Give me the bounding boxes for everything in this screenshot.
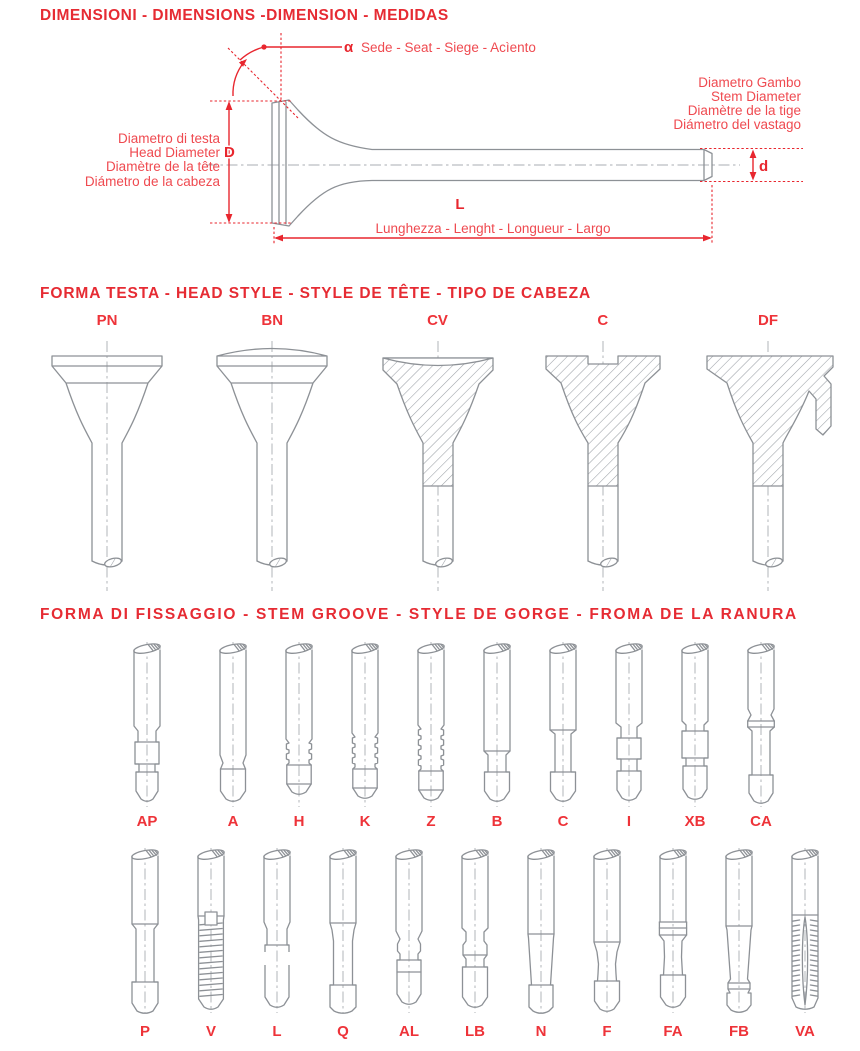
stem-groove-drawing-FA — [640, 842, 706, 1020]
valve-head-drawing-CV — [363, 336, 513, 598]
section-title-stem-grooves: FORMA DI FISSAGGIO - STEM GROOVE - STYLE DE GORGE - FROMA DE LA RANURA — [40, 606, 798, 623]
stem-groove-V — [178, 842, 244, 1040]
stem-groove-L — [244, 842, 310, 1040]
alpha-dimension-letter: α — [344, 39, 354, 56]
stem-groove-label: LB — [465, 1023, 485, 1040]
head-style-C — [528, 312, 678, 598]
dimension-annotations — [210, 33, 803, 244]
stem-diameter-label-line: Diámetro del vastago — [673, 117, 801, 132]
stem-groove-drawing-AL — [376, 842, 442, 1020]
stem-groove-label: XB — [684, 813, 706, 830]
length-letter: L — [455, 196, 465, 213]
stem-diameter-label-line: Diametro Gambo — [698, 75, 801, 90]
stem-groove-label: AL — [399, 1023, 419, 1040]
stem-groove-label: CA — [750, 813, 772, 830]
stem-groove-A — [200, 640, 266, 830]
stem-groove-AP — [114, 640, 180, 830]
stem-groove-drawing-VA — [772, 842, 838, 1020]
stem-diameter-letter: d — [759, 158, 769, 175]
head-diameter-label-line: Diamètre de la tête — [105, 159, 220, 174]
stem-groove-label: L — [272, 1023, 282, 1040]
stem-groove-label: Z — [426, 813, 436, 830]
stem-groove-drawing-N — [508, 842, 574, 1020]
stem-groove-N — [508, 842, 574, 1040]
stem-groove-drawing-F — [574, 842, 640, 1020]
stem-groove-drawing-H — [266, 640, 332, 810]
stem-groove-label: C — [557, 813, 569, 830]
stem-groove-drawing-A — [200, 640, 266, 810]
stem-groove-VA — [772, 842, 838, 1040]
stem-groove-drawing-Z — [398, 640, 464, 810]
stem-groove-label: P — [139, 1023, 150, 1040]
stem-groove-label: VA — [795, 1023, 815, 1040]
stem-groove-P — [112, 842, 178, 1040]
stem-groove-label: AP — [136, 813, 158, 830]
section-title-dimensions: DIMENSIONI - DIMENSIONS -DIMENSION - MEDIDAS — [40, 7, 449, 24]
stem-groove-label: Q — [337, 1023, 349, 1040]
stem-groove-XB — [662, 640, 728, 830]
stem-groove-label: V — [205, 1023, 216, 1040]
head-diameter-label-line: Diámetro de la cabeza — [84, 174, 220, 189]
valve-head-drawing-C — [528, 336, 678, 598]
stem-groove-B — [464, 640, 530, 830]
head-style-BN — [197, 312, 347, 598]
stem-groove-LB — [442, 842, 508, 1040]
head-style-label: DF — [758, 312, 778, 329]
stem-groove-drawing-FB — [706, 842, 772, 1020]
stem-groove-drawing-XB — [662, 640, 728, 810]
stem-groove-H — [266, 640, 332, 830]
stem-groove-CA — [728, 640, 794, 830]
stem-groove-drawing-I — [596, 640, 662, 810]
head-styles-row — [32, 312, 843, 598]
head-diameter-label-line: Head Diameter — [129, 145, 220, 160]
stem-groove-drawing-LB — [442, 842, 508, 1020]
stem-diameter-label-line: Stem Diameter — [710, 89, 801, 104]
stem-groove-F — [574, 842, 640, 1040]
stem-diameter-label-line: Diamètre de la tige — [687, 103, 801, 118]
head-diameter-letter: D — [224, 144, 235, 161]
stem-groove-label: N — [535, 1023, 547, 1040]
stem-groove-drawing-AP — [114, 640, 180, 810]
stem-groove-row-2 — [112, 842, 834, 1040]
stem-groove-row-1 — [114, 640, 794, 830]
stem-groove-C — [530, 640, 596, 830]
stem-groove-label: K — [359, 813, 371, 830]
valve-head-drawing-DF — [693, 336, 843, 598]
head-diameter-label-line: Diametro di testa — [117, 131, 220, 146]
stem-groove-K — [332, 640, 398, 830]
stem-groove-label: A — [227, 813, 239, 830]
stem-groove-drawing-K — [332, 640, 398, 810]
head-style-PN — [32, 312, 182, 598]
section-title-head-styles: FORMA TESTA - HEAD STYLE - STYLE DE TÊTE - TIPO DE CABEZA — [40, 285, 592, 302]
valve-head-drawing-PN — [32, 336, 182, 598]
stem-groove-I — [596, 640, 662, 830]
head-style-DF — [693, 312, 843, 598]
valve-outline — [272, 100, 712, 226]
stem-groove-label: FA — [663, 1023, 683, 1040]
stem-groove-label: B — [491, 813, 503, 830]
stem-groove-drawing-Q — [310, 842, 376, 1020]
stem-groove-FA — [640, 842, 706, 1040]
stem-groove-label: I — [626, 813, 632, 830]
stem-groove-drawing-V — [178, 842, 244, 1020]
head-style-label: PN — [96, 312, 118, 329]
stem-groove-label: FB — [729, 1023, 749, 1040]
stem-groove-FB — [706, 842, 772, 1040]
stem-groove-Z — [398, 640, 464, 830]
stem-groove-label: F — [602, 1023, 612, 1040]
length-label: Lunghezza - Lenght - Longueur - Largo — [375, 221, 611, 236]
seat-label: Sede - Seat - Siege - Acìento — [361, 40, 536, 55]
valve-head-drawing-BN — [197, 336, 347, 598]
head-style-label: C — [597, 312, 609, 329]
stem-groove-AL — [376, 842, 442, 1040]
stem-groove-drawing-CA — [728, 640, 794, 810]
head-style-CV — [363, 312, 513, 598]
stem-groove-label: H — [293, 813, 305, 830]
stem-groove-drawing-L — [244, 842, 310, 1020]
head-style-label: BN — [261, 312, 284, 329]
valve-dimensions-diagram — [0, 30, 860, 270]
stem-groove-drawing-C — [530, 640, 596, 810]
stem-groove-drawing-P — [112, 842, 178, 1020]
head-style-label: CV — [427, 312, 448, 329]
stem-groove-Q — [310, 842, 376, 1040]
stem-groove-drawing-B — [464, 640, 530, 810]
